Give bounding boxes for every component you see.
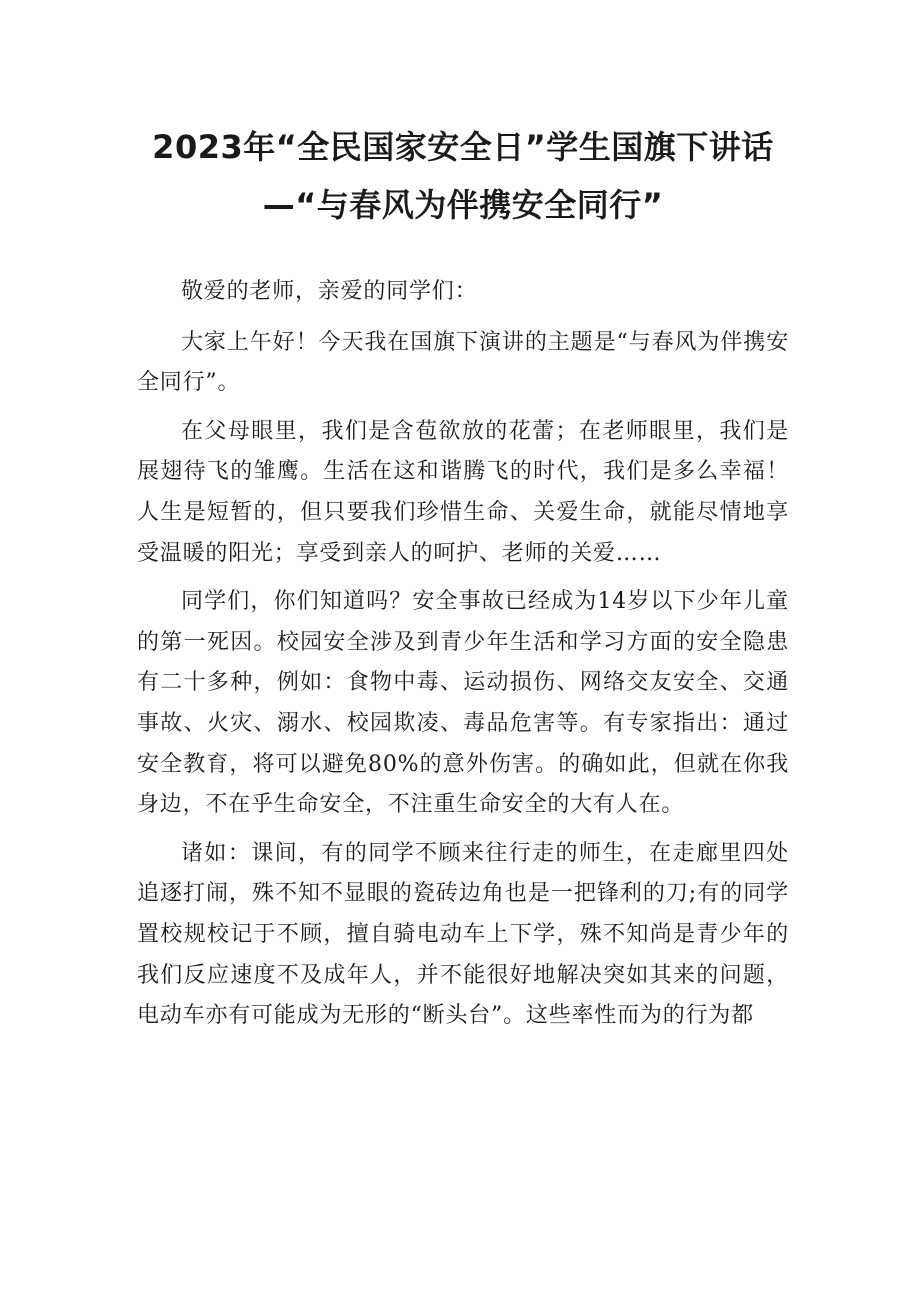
salutation: 敬爱的老师，亲爱的同学们：	[181, 279, 478, 304]
document-body	[137, 272, 789, 1037]
paragraph-accidents: 同学们，你们知道吗？安全事故已经成为14岁以下少年儿童的第一死因。校园安全涉及到青少年生活和学习方面的安全隐患有二十多种，例如：食物中毒、运动损伤、网络交友安全、交通事故、火灾、溺水、校园欺凌、毒品危害等。有专家指出：通过安全教育，将可以避免80%的意外伤害。的确如此，但就在你我身边，不在乎生命安全，不注重生命安全的大有人在。	[137, 589, 789, 818]
document-title	[137, 118, 789, 234]
title-line-2: —“与春风为伴携安全同行”	[262, 186, 664, 224]
document-page	[137, 118, 789, 1045]
paragraph-life: 在父母眼里，我们是含苞欲放的花蕾；在老师眼里，我们是展翅待飞的雏鹰。生活在这和谐腾飞的时代，我们是多么幸福！人生是短暂的，但只要我们珍惜生命、关爱生命，就能尽情地享受温暖的阳光；享受到亲人的呵护、老师的关爱……	[137, 418, 789, 566]
paragraph-greeting: 大家上午好！今天我在国旗下演讲的主题是“与春风为伴携安全同行”。	[137, 329, 789, 396]
title-line-1: 2023年“全民国家安全日”学生国旗下讲话	[152, 128, 774, 166]
paragraph-examples: 诸如：课间，有的同学不顾来往行走的师生，在走廊里四处追逐打闹，殊不知不显眼的瓷砖边角也是一把锋利的刀;有的同学置校规校记于不顾，擅自骑电动车上下学，殊不知尚是青少年的我们反应速度不及成年人，并不能很好地解决突如其来的问题，电动车亦有可能成为无形的“断头台”。这些率性而为的行为都	[137, 840, 789, 1029]
